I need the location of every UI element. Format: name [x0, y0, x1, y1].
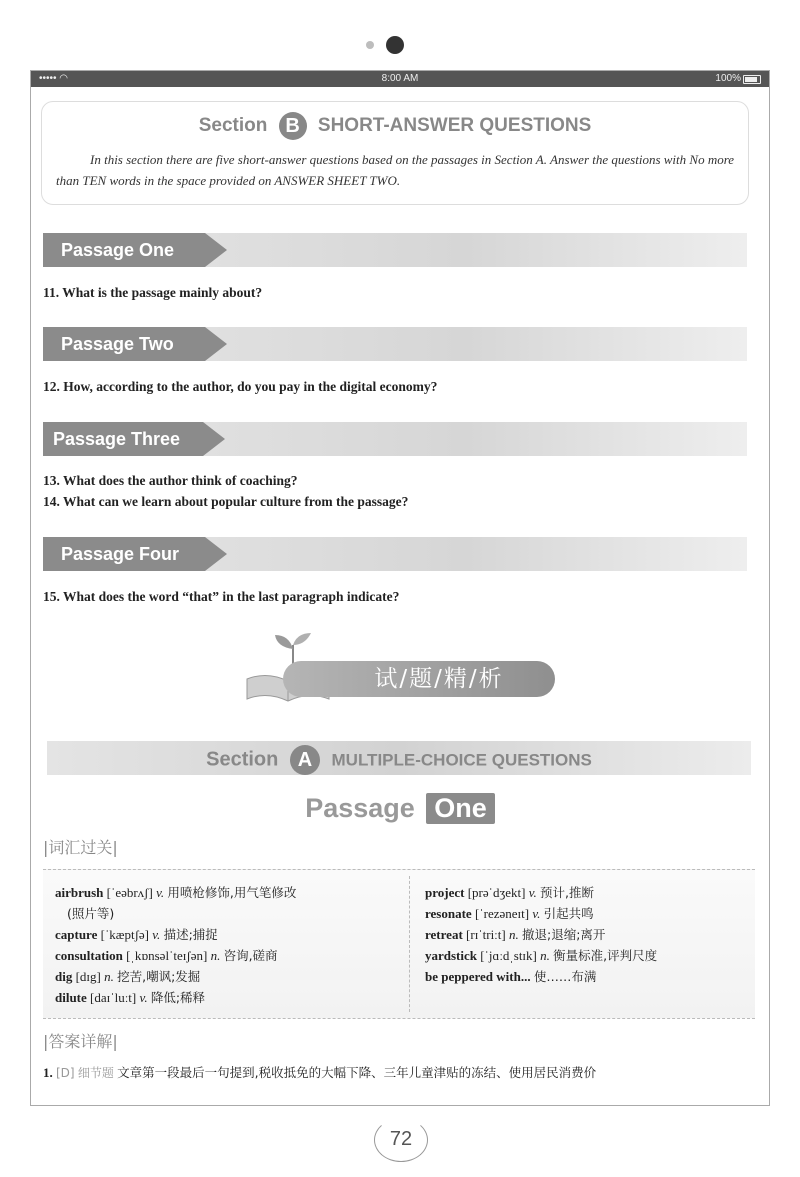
vocab-pos: n. [509, 927, 519, 942]
vocab-entry [425, 945, 745, 966]
passage-tab: Passage Three [43, 422, 203, 456]
vocab-box [43, 869, 755, 1019]
section-a-band [47, 741, 751, 775]
section-title: SHORT-ANSWER QUESTIONS [317, 115, 592, 137]
answer-item [43, 1063, 757, 1081]
vocab-pos: v. [156, 885, 165, 900]
vocab-entry [425, 966, 745, 987]
vocab-pos: v. [528, 885, 537, 900]
vocab-pos: v. [139, 990, 148, 1005]
section-label: Section [198, 115, 268, 137]
vocab-word: consultation [55, 948, 123, 963]
vocab-entry [55, 882, 405, 903]
vocab-ipa: [ˈeəbrʌʃ] [106, 885, 153, 900]
passage-tab: Passage Two [43, 327, 205, 361]
question-13: 13. What does the author think of coaching? [43, 473, 298, 488]
vocab-word: retreat [425, 927, 463, 942]
question-12: 12. How, according to the author, do you pay in the digital economy? [43, 379, 438, 394]
answer-number: 1. [43, 1065, 53, 1080]
vocab-meaning: 撤退;退缩;离开 [522, 927, 606, 942]
banner-arrow [203, 422, 225, 456]
vocab-word: be peppered with... [425, 969, 531, 984]
banner-arrow [205, 327, 227, 361]
vocab-ipa: [dɪg] [75, 969, 101, 984]
section-instructions: In this section there are five short-answer questions based on the passages in Section A. Answer the questions with No more than TEN words in the space provided on ANSWER SHEET TWO. [56, 152, 735, 188]
vocab-pos: n. [104, 969, 114, 984]
tablet-frame [30, 70, 770, 1106]
vocab-entry [55, 903, 405, 924]
status-bar [31, 71, 769, 87]
vocab-word: airbrush [55, 885, 104, 900]
question-11: 11. What is the passage mainly about? [43, 285, 263, 300]
vocab-entry [55, 945, 405, 966]
answer-type: 细节题 [77, 1066, 114, 1080]
banner-arrow [205, 537, 227, 571]
answer-text: 文章第一段最后一句提到,税收抵免的大幅下降、三年儿童津贴的冻结、使用居民消费价 [117, 1065, 597, 1080]
passage-heading-word: Passage [305, 793, 415, 823]
vocab-meaning: 衡量标准,评判尺度 [553, 948, 658, 963]
passage-banner-four [43, 537, 747, 571]
vocab-pos: v. [152, 927, 161, 942]
vocab-ipa: [ˈkæptʃə] [100, 927, 149, 942]
vocab-ipa: [rɪˈtriːt] [466, 927, 506, 942]
analysis-emblem [243, 631, 557, 711]
vocab-entry [425, 924, 745, 945]
passage-banner-two [43, 327, 747, 361]
passage-banner-one [43, 233, 747, 267]
vocab-ipa: [ˌkɒnsəlˈteɪʃən] [126, 948, 208, 963]
passage-heading [31, 793, 769, 824]
banner-arrow [205, 233, 227, 267]
battery-icon [743, 75, 761, 84]
passage-tab: Passage Four [43, 537, 205, 571]
vocab-word: yardstick [425, 948, 477, 963]
vocab-entry [425, 903, 745, 924]
section-b-heading [42, 112, 748, 140]
vocab-meaning: 挖苦,嘲讽;发掘 [117, 969, 201, 984]
vocab-word: dilute [55, 990, 87, 1005]
vocab-ipa: [daɪˈluːt] [90, 990, 137, 1005]
question-15: 15. What does the word “that” in the last paragraph indicate? [43, 589, 400, 604]
passage-tab: Passage One [43, 233, 205, 267]
vocab-word: resonate [425, 906, 472, 921]
vocab-ipa: [ˈrezəneɪt] [474, 906, 530, 921]
vocab-pos: n. [210, 948, 221, 963]
section-letter-badge: A [290, 745, 320, 775]
answer-choice: [D] [56, 1066, 75, 1080]
question-14: 14. What can we learn about popular culture from the passage? [43, 494, 409, 509]
vocab-label: |词汇过关| [43, 838, 118, 857]
vocab-meaning: 降低;稀释 [150, 990, 206, 1005]
page-number [374, 1118, 428, 1162]
wifi-icon: ◠ [59, 73, 69, 84]
battery-percent: 100% [715, 73, 741, 84]
vocab-column-left [55, 882, 405, 1008]
vocab-divider [409, 876, 410, 1012]
section-label: Section [206, 748, 279, 771]
vocab-ipa: [ˈjɑːdˌstɪk] [480, 948, 537, 963]
vocab-meaning: 用喷枪修饰,用气笔修改 [167, 885, 297, 900]
vocab-pos: v. [532, 906, 541, 921]
vocab-meaning: 使……布满 [533, 969, 597, 984]
vocab-meaning: 引起共鸣 [543, 906, 594, 921]
vocab-meaning: 预计,推断 [540, 885, 595, 900]
vocab-word: dig [55, 969, 73, 984]
vocab-entry [55, 966, 405, 987]
section-title: MULTIPLE-CHOICE QUESTIONS [331, 750, 592, 770]
section-letter-badge: B [279, 112, 307, 140]
vocab-ipa: [prəˈdʒekt] [467, 885, 526, 900]
vocab-word: project [425, 885, 465, 900]
analysis-banner: 试/题/精/析 [283, 661, 555, 697]
vocab-entry [55, 987, 405, 1008]
status-time: 8:00 AM [381, 73, 419, 84]
vocab-column-right [425, 882, 745, 987]
vocab-word: capture [55, 927, 98, 942]
page-number-text: 72 [389, 1128, 413, 1150]
vocab-pos: n. [540, 948, 550, 963]
answer-label: |答案详解| [43, 1032, 118, 1051]
section-b-box [41, 101, 749, 205]
passage-banner-three [43, 422, 747, 456]
page-dot-active[interactable] [386, 36, 404, 54]
vocab-entry [425, 882, 745, 903]
vocab-meaning: 描述;捕捉 [163, 927, 218, 942]
section-a-heading [47, 745, 751, 775]
signal-indicator: ••••• ◠ [39, 73, 69, 84]
vocab-meaning: 咨询,磋商 [223, 948, 278, 963]
page-dot-inactive[interactable] [366, 41, 374, 49]
vocab-entry [55, 924, 405, 945]
passage-heading-number: One [426, 793, 495, 824]
vocab-meaning: (照片等) [67, 906, 115, 921]
page-indicator[interactable] [0, 36, 800, 56]
